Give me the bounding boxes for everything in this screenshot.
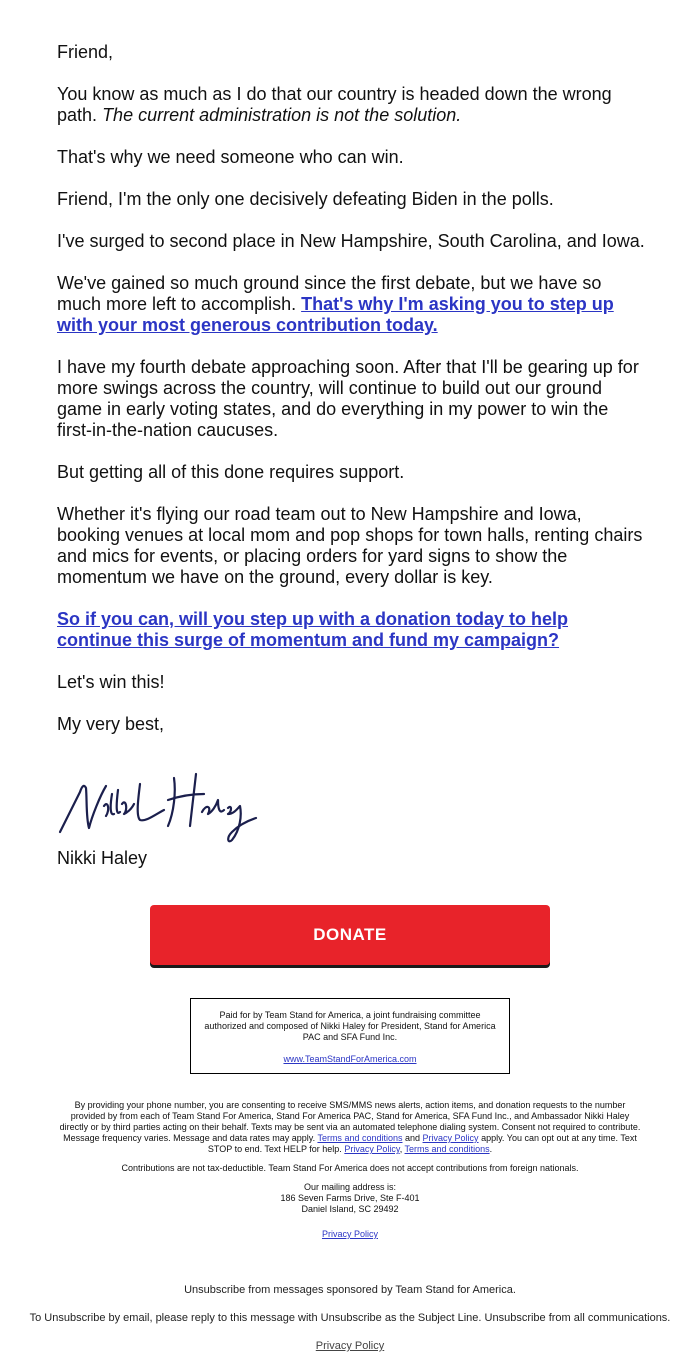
footer-privacy-policy-link[interactable]: Privacy Policy <box>315 1340 385 1352</box>
legal-privacy-policy-link[interactable]: Privacy Policy <box>321 1229 378 1239</box>
legal-section <box>58 1100 642 1240</box>
paragraph-7: But getting all of this done requires support. <box>57 462 405 482</box>
paragraph-5 <box>57 273 647 336</box>
address-line-1: 186 Seven Farms Drive, Ste F-401 <box>280 1193 420 1203</box>
paragraph-3: Friend, I'm the only one decisively defeating Biden in the polls. <box>57 189 554 209</box>
paid-for-text: Paid for by Team Stand for America, a joint fundraising committee authorized and composed of Nikki Haley for President, Stand for America PAC and SFA Fund Inc. <box>204 1010 496 1042</box>
paragraph-1-text: You know as much as I do that our country is headed down the wrong path. <box>57 84 612 125</box>
paragraph-9 <box>57 609 647 651</box>
unsubscribe-sponsored: Unsubscribe from messages sponsored by Team Stand for America. <box>184 1284 516 1296</box>
website-link[interactable]: www.TeamStandForAmerica.com <box>283 1054 417 1064</box>
paragraph-6: I have my fourth debate approaching soon. After that I'll be gearing up for more swings across the country, will continue to build out our ground game in early voting states, and do everything in my power to win the first-in-the-nation caucuses. <box>57 357 639 440</box>
paragraph-4: I've surged to second place in New Hampshire, South Carolina, and Iowa. <box>57 231 645 251</box>
privacy-link[interactable]: Privacy Policy <box>422 1133 479 1143</box>
paragraph-2: That's why we need someone who can win. <box>57 147 404 167</box>
donate-button[interactable] <box>150 905 550 965</box>
letter-body <box>57 42 647 756</box>
paragraph-1 <box>57 84 647 126</box>
terms-link[interactable]: Terms and conditions <box>317 1133 403 1143</box>
terms-link-2[interactable]: Terms and conditions <box>404 1144 490 1154</box>
signature-image <box>56 770 261 850</box>
contributions-notice: Contributions are not tax-deductible. Team Stand For America does not accept contributions from foreign nationals. <box>121 1163 579 1173</box>
contribution-link[interactable]: That's why I'm asking you to step up with your most generous contribution today. <box>57 294 614 335</box>
sms-and: and <box>405 1133 421 1143</box>
sms-disclaimer-text: By providing your phone number, you are consenting to receive SMS/MMS news alerts, action items, and donation requests to the number provided by from each of Team Stand For America, Stand For America PAC, Stand for America, SFA Fund Inc., and Ambassador Nikki Haley directly or by third parties acting on their behalf. Texts may be sent via an automated telephone dialing system. Consent not required to contribute. Message frequency varies. Message and data rates may apply. <box>59 1100 641 1143</box>
paragraph-5-text: We've gained so much ground since the first debate, but we have so much more left to accomplish. <box>57 273 602 314</box>
paragraph-1-italic: The current administration is not the solution. <box>102 105 462 125</box>
donation-link[interactable]: So if you can, will you step up with a donation today to help continue this surge of momentum and fund my campaign? <box>57 609 569 650</box>
mailing-address <box>58 1182 642 1215</box>
sms-disclaimer: By providing your phone number, you are consenting to receive SMS/MMS news alerts, action items, and donation requests to the number provided by from each of Team Stand For America, Stand For America PAC, Stand for America, SFA Fund Inc., and Ambassador Nikki Haley directly or by third parties acting on their behalf. Texts may be sent via an automated telephone dialing system. Consent not required to contribute. Message frequency varies. Message and data rates may apply. Terms and conditions and Privacy Policy apply. You can opt out at any time. Text STOP to end. Text HELP for help. Privacy Policy, Terms and conditions. <box>59 1100 641 1154</box>
paid-for-box <box>190 998 510 1074</box>
unsubscribe-email: To Unsubscribe by email, please reply to this message with Unsubscribe as the Subject Line. Unsubscribe from all communications. <box>29 1312 671 1324</box>
signer-name: Nikki Haley <box>57 848 148 868</box>
greeting: Friend, <box>57 42 114 62</box>
sms-disclaimer-text-2: apply. You can opt out at any time. Text STOP to end. Text HELP for help. <box>207 1133 637 1154</box>
closing: My very best, <box>57 714 165 734</box>
paragraph-8: Whether it's flying our road team out to New Hampshire and Iowa, booking venues at local mom and pop shops for town halls, renting chairs and mics for events, or placing orders for yard signs to show the momentum we have on the ground, every dollar is key. <box>57 504 643 587</box>
address-label: Our mailing address is: <box>303 1182 397 1192</box>
paragraph-10: Let's win this! <box>57 672 165 692</box>
privacy-link-2[interactable]: Privacy Policy <box>344 1144 400 1154</box>
address-line-2: Daniel Island, SC 29492 <box>301 1204 399 1214</box>
donate-button-label: DONATE <box>313 925 387 944</box>
